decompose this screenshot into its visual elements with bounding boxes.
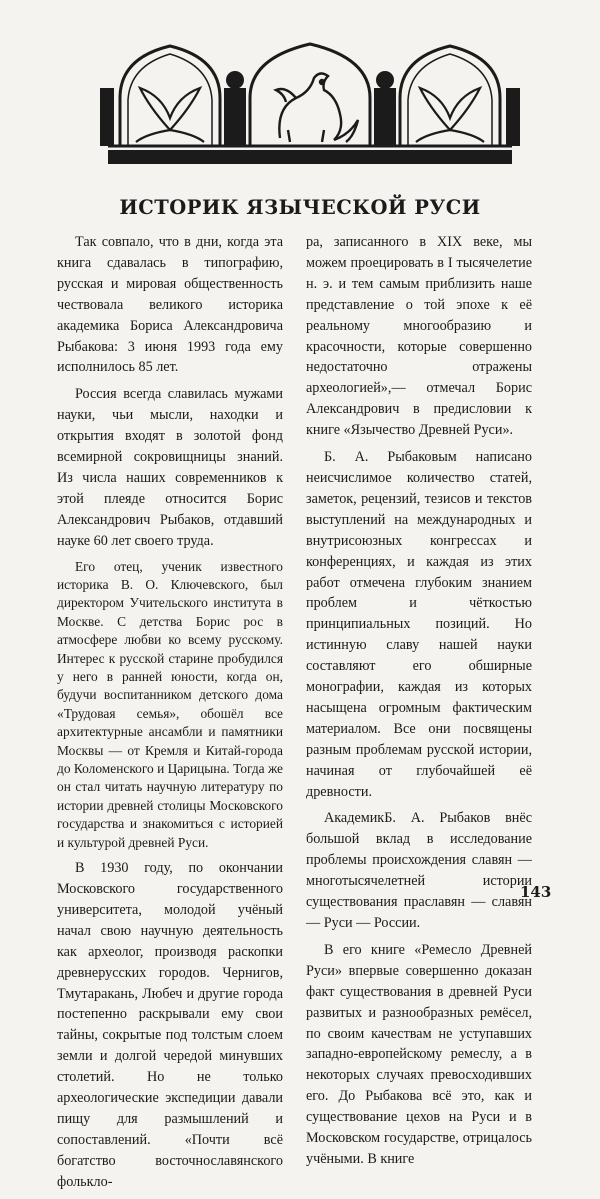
paragraph: В его книге «Ремесло Древней Руси» впервые совершенно доказан факт существования в древней Руси развитых и разнообразных ремёсел, по своим качествам не уступавших западно-европейскому ремеслу, а в некоторых случаях превосходивших его. До Рыбакова всё это, как и существование цехов на Руси и в Московском государстве, отрицалось учёными. В книге [306,941,532,1167]
paragraph: ра, записанного в XIX веке, мы можем проецировать в I тысячелетие н. э. и тем самым приблизить наше представление о той эпохе к её реальному многообразию и красочности, которые совершенно недостаточно отражены археологией»,— отмечал Борис Александрович в предисловии к книге «Язычество Древней Руси». [306,234,532,439]
paragraph: Россия всегда славилась мужами науки, чьи мысли, находки и открытия входят в золотой фонд всемирной сокровищницы знаний. Из числа наших современников к этой плеяде относится Борис Александрович Рыбаков, отдавший науке 60 лет своего труда. [57,386,283,549]
left-column [57,232,283,1199]
page-number: 143 [520,883,552,901]
header-ornament [100,38,520,178]
article-title: ИСТОРИК ЯЗЫЧЕСКОЙ РУСИ [119,196,481,219]
right-column [306,232,532,1176]
paragraph: Его отец, ученик известного историка В. О. Ключевского, был директором Учительского института в Москве. С детства Борис рос в атмосфере любви ко всему русскому. Интерес к русской старине пробудился у него в ранней юности, когда он, будучи воспитанником детского дома «Трудовая семья», обошёл все архитектурные ансамбли и памятники Москвы — от Кремля и Китай-города до Коломенского и Царицына. Тогда же он стал читать научную литературу по истории древней столицы Московского государства и знакомиться с историей и культурой древней Руси. [57,558,283,850]
paragraph: Так совпало, что в дни, когда эта книга сдавалась в типографию, русская и мировая общественность чествовала великого историка академика Бориса Александровича Рыбакова: 3 июня 1993 года ему исполнилось 85 лет. [57,234,283,376]
paragraph: АкадемикБ. А. Рыбаков внёс большой вклад в исследование проблемы происхождения славян — многотысячелетней истории существования праславян — славян — Руси — России. [306,810,532,931]
paragraph: В 1930 году, по окончании Московского государственного университета, молодой учёный начал свою научную деятельность как археолог, производя раскопки древнерусских городов. Чернигов, Тмутаракань, Любеч и другие города постепенно раскрывали ему свои тайны, сокрытые под толстым слоем земли и долгой чередой минувших столетий. Но не только археологические экспедиции давали пищу для размышлений и сопоставлений. «Почти всё богатство восточнославянского фолькло- [57,860,283,1190]
ornamental-arches-with-griffin-icon [100,44,520,164]
paragraph: Б. А. Рыбаковым написано неисчислимое количество статей, заметок, рецензий, тезисов и текстов выступлений на международных и внутрисоюзных конгрессах и конференциях, и каждая из этих работ отмечена глубоким знанием проблем и чёткостью принципиальных позиций. Но истинную славу нашей науки составляют его обширные монографии, каждая из которых насыщена огромным фактическим материалом. Все они посвящены разным проблемам русской истории, начиная от глубочайшей её древности. [306,449,532,800]
